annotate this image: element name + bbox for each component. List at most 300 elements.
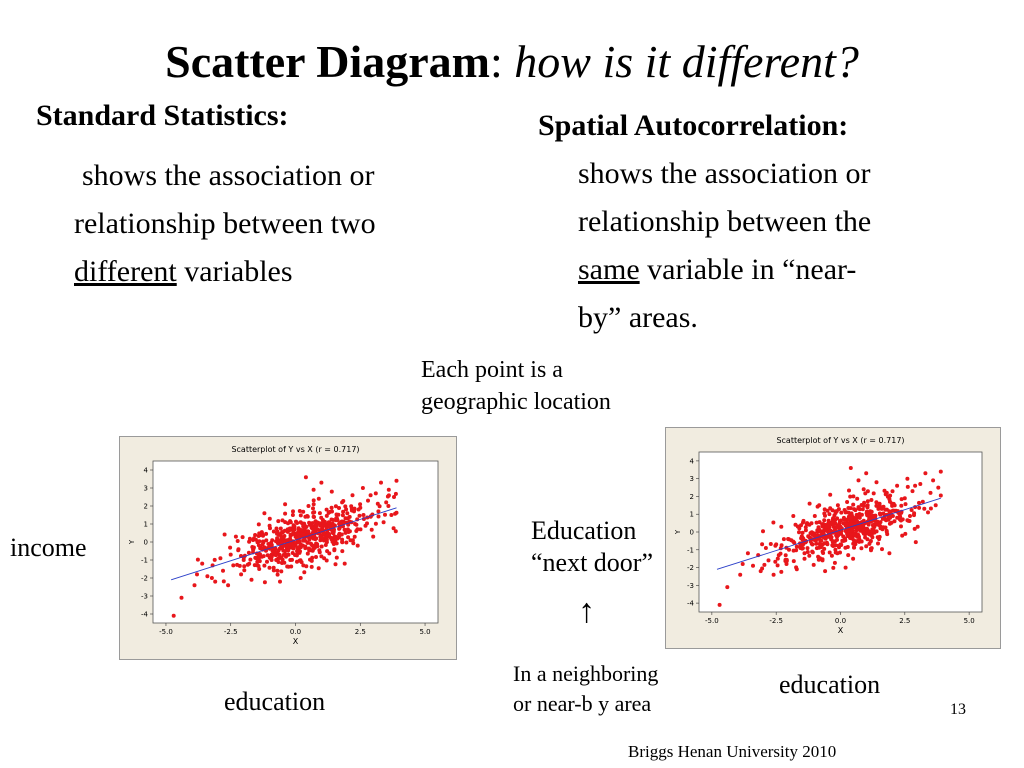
data-point	[369, 493, 373, 497]
right-y-axis-label-line1: Education	[531, 516, 637, 545]
right-body	[578, 150, 998, 342]
cloud-point	[274, 539, 278, 543]
left-body-rest: variables	[176, 255, 293, 288]
cloud-point	[288, 527, 292, 531]
cloud-point	[298, 549, 302, 553]
cloud-point	[340, 538, 344, 542]
cloud-point	[273, 550, 277, 554]
data-point	[291, 513, 295, 517]
cloud-point	[268, 566, 272, 570]
y-tick-label: -4	[687, 599, 694, 608]
cloud-point	[298, 509, 302, 513]
cloud-point	[295, 553, 299, 557]
cloud-point	[354, 523, 358, 527]
data-point	[317, 497, 321, 501]
cloud-point	[871, 523, 875, 527]
cloud-point	[851, 503, 855, 507]
cloud-point	[785, 558, 789, 562]
data-point	[905, 477, 909, 481]
data-point	[229, 553, 233, 557]
cloud-point	[849, 532, 853, 536]
cloud-point	[340, 549, 344, 553]
cloud-point	[847, 511, 851, 515]
cloud-point	[821, 525, 825, 529]
cloud-point	[341, 510, 345, 514]
cloud-point	[286, 530, 290, 534]
cloud-point	[386, 495, 390, 499]
data-point	[213, 580, 217, 584]
cloud-point	[922, 507, 926, 511]
cloud-point	[837, 507, 841, 511]
cloud-point	[853, 532, 857, 536]
cloud-point	[899, 519, 903, 523]
data-point	[808, 502, 812, 506]
cloud-point	[308, 523, 312, 527]
point-note	[421, 354, 611, 418]
data-point	[875, 480, 879, 484]
cloud-point	[353, 535, 357, 539]
cloud-point	[812, 563, 816, 567]
x-axis-title: X	[292, 637, 299, 646]
cloud-point	[906, 485, 910, 489]
title-colon: :	[490, 36, 503, 87]
cloud-point	[801, 531, 805, 535]
cloud-point	[253, 533, 257, 537]
neighbor-note-line2: or near-b y area	[513, 691, 652, 716]
cloud-point	[383, 513, 387, 517]
data-point	[751, 564, 755, 568]
cloud-point	[912, 513, 916, 517]
cloud-point	[833, 509, 837, 513]
cloud-point	[319, 516, 323, 520]
cloud-point	[874, 504, 878, 508]
cloud-point	[353, 507, 357, 511]
cloud-point	[210, 576, 214, 580]
title-main: Scatter Diagram	[165, 36, 490, 87]
cloud-point	[314, 555, 318, 559]
right-y-axis-label	[531, 515, 653, 579]
cloud-point	[795, 545, 799, 549]
data-point	[200, 562, 204, 566]
right-x-axis-label: education	[779, 670, 881, 699]
data-point	[862, 487, 866, 491]
chart-title: Scatterplot of Y vs X (r = 0.717)	[776, 436, 905, 445]
cloud-point	[281, 558, 285, 562]
cloud-point	[196, 558, 200, 562]
cloud-point	[910, 508, 914, 512]
cloud-point	[893, 503, 897, 507]
cloud-point	[228, 546, 232, 550]
right-scatterplot-frame	[665, 427, 1001, 649]
cloud-point	[852, 546, 856, 550]
cloud-point	[337, 527, 341, 531]
cloud-point	[282, 553, 286, 557]
cloud-point	[292, 532, 296, 536]
cloud-point	[779, 552, 783, 556]
right-heading: Spatial Autocorrelation:	[538, 109, 849, 142]
cloud-point	[866, 499, 870, 503]
cloud-point	[301, 528, 305, 532]
data-point	[205, 574, 209, 578]
cloud-point	[880, 547, 884, 551]
data-point	[379, 481, 383, 485]
data-point	[283, 502, 287, 506]
cloud-point	[280, 530, 284, 534]
cloud-point	[394, 492, 398, 496]
cloud-point	[392, 526, 396, 530]
cloud-point	[296, 532, 300, 536]
cloud-point	[357, 508, 361, 512]
cloud-point	[848, 516, 852, 520]
cloud-point	[816, 555, 820, 559]
cloud-point	[386, 504, 390, 508]
data-point	[738, 573, 742, 577]
cloud-point	[817, 503, 821, 507]
cloud-point	[251, 547, 255, 551]
cloud-point	[859, 546, 863, 550]
cloud-point	[818, 542, 822, 546]
cloud-point	[843, 508, 847, 512]
cloud-point	[222, 579, 226, 583]
left-scatterplot-frame	[119, 436, 457, 660]
right-scatterplot	[666, 428, 1000, 648]
left-body-line1: shows the association or	[82, 159, 375, 192]
cloud-point	[304, 525, 308, 529]
cloud-point	[257, 522, 261, 526]
y-axis-title: Y	[128, 539, 136, 545]
cloud-point	[806, 546, 810, 550]
cloud-point	[773, 560, 777, 564]
cloud-point	[867, 542, 871, 546]
cloud-point	[261, 543, 265, 547]
cloud-point	[378, 504, 382, 508]
data-point	[828, 493, 832, 497]
cloud-point	[242, 568, 246, 572]
data-point	[299, 576, 303, 580]
cloud-point	[806, 550, 810, 554]
x-tick-label: 2.5	[354, 628, 366, 636]
cloud-point	[917, 506, 921, 510]
page-number: 13	[950, 701, 966, 718]
cloud-point	[845, 523, 849, 527]
data-point	[389, 513, 393, 517]
data-point	[193, 583, 197, 587]
y-tick-label: 1	[143, 520, 148, 529]
y-tick-label: 0	[689, 528, 694, 537]
data-point	[725, 585, 729, 589]
cloud-point	[831, 540, 835, 544]
data-point	[813, 514, 817, 518]
cloud-point	[825, 542, 829, 546]
cloud-point	[279, 569, 283, 573]
cloud-point	[324, 543, 328, 547]
data-point	[195, 572, 199, 576]
data-point	[936, 486, 940, 490]
cloud-point	[836, 533, 840, 537]
neighbor-note	[513, 659, 658, 719]
data-point	[926, 510, 930, 514]
y-axis-title: Y	[674, 529, 682, 535]
cloud-point	[270, 543, 274, 547]
y-tick-label: 3	[143, 484, 148, 493]
cloud-point	[794, 548, 798, 552]
cloud-point	[773, 544, 777, 548]
cloud-point	[335, 556, 339, 560]
x-tick-label: 0.0	[834, 617, 847, 625]
data-point	[849, 466, 853, 470]
data-point	[911, 489, 915, 493]
cloud-point	[913, 527, 917, 531]
cloud-point	[268, 517, 272, 521]
cloud-point	[791, 514, 795, 518]
cloud-point	[325, 549, 329, 553]
cloud-point	[852, 507, 856, 511]
cloud-point	[311, 511, 315, 515]
data-point	[226, 583, 230, 587]
cloud-point	[248, 558, 252, 562]
data-point	[918, 482, 922, 486]
cloud-point	[318, 550, 322, 554]
cloud-point	[289, 565, 293, 569]
cloud-point	[304, 564, 308, 568]
cloud-point	[291, 547, 295, 551]
cloud-point	[312, 498, 316, 502]
cloud-point	[310, 559, 314, 563]
cloud-point	[254, 538, 258, 542]
x-tick-label: 2.5	[899, 617, 911, 625]
cloud-point	[302, 570, 306, 574]
title-subtitle: how is it different?	[514, 36, 859, 87]
cloud-point	[272, 566, 276, 570]
data-point	[934, 503, 938, 507]
data-point	[887, 551, 891, 555]
cloud-point	[302, 533, 306, 537]
cloud-point	[276, 573, 280, 577]
cloud-point	[322, 532, 326, 536]
cloud-point	[264, 532, 268, 536]
y-tick-label: -2	[687, 564, 694, 573]
cloud-point	[325, 559, 329, 563]
cloud-point	[830, 554, 834, 558]
data-point	[746, 551, 750, 555]
right-y-axis-label-line2: “next door”	[531, 548, 654, 577]
cloud-point	[866, 505, 870, 509]
data-point	[234, 535, 238, 539]
cloud-point	[833, 561, 837, 565]
cloud-point	[800, 547, 804, 551]
data-point	[345, 511, 349, 515]
cloud-point	[276, 519, 280, 523]
cloud-point	[851, 557, 855, 561]
data-point	[304, 475, 308, 479]
data-point	[361, 486, 365, 490]
data-point	[387, 488, 391, 492]
cloud-point	[834, 543, 838, 547]
right-body-line4: by” areas.	[578, 301, 698, 334]
cloud-point	[315, 524, 319, 528]
x-tick-label: 5.0	[419, 628, 431, 636]
cloud-point	[885, 532, 889, 536]
data-point	[371, 535, 375, 539]
data-point	[772, 573, 776, 577]
data-point	[908, 514, 912, 518]
cloud-point	[337, 506, 341, 510]
left-x-axis-label: education	[224, 687, 326, 716]
cloud-point	[839, 543, 843, 547]
right-body-rest: variable in “near-	[639, 253, 857, 286]
data-point	[180, 596, 184, 600]
cloud-point	[269, 556, 273, 560]
cloud-point	[828, 535, 832, 539]
cloud-point	[333, 535, 337, 539]
cloud-point	[784, 553, 788, 557]
cloud-point	[779, 570, 783, 574]
cloud-point	[330, 510, 334, 514]
cloud-point	[312, 502, 316, 506]
cloud-point	[888, 494, 892, 498]
data-point	[172, 614, 176, 618]
cloud-point	[882, 505, 886, 509]
cloud-point	[349, 504, 353, 508]
data-point	[823, 569, 827, 573]
cloud-point	[275, 532, 279, 536]
cloud-point	[874, 500, 878, 504]
cloud-point	[807, 554, 811, 558]
up-arrow-icon: ↑	[578, 593, 595, 630]
data-point	[895, 484, 899, 488]
data-point	[319, 481, 323, 485]
cloud-point	[809, 531, 813, 535]
cloud-point	[838, 551, 842, 555]
cloud-point	[279, 527, 283, 531]
cloud-point	[883, 489, 887, 493]
cloud-point	[275, 527, 279, 531]
data-point	[275, 569, 279, 573]
cloud-point	[283, 512, 287, 516]
cloud-point	[792, 559, 796, 563]
cloud-point	[223, 533, 227, 537]
x-tick-label: 0.0	[289, 628, 302, 636]
cloud-point	[824, 528, 828, 532]
cloud-point	[843, 546, 847, 550]
cloud-point	[862, 501, 866, 505]
cloud-point	[871, 514, 875, 518]
right-body-line2: relationship between the	[578, 205, 872, 238]
cloud-point	[341, 513, 345, 517]
cloud-point	[285, 565, 289, 569]
cloud-point	[879, 520, 883, 524]
cloud-point	[362, 513, 366, 517]
data-point	[846, 553, 850, 557]
cloud-point	[899, 504, 903, 508]
cloud-point	[939, 494, 943, 498]
cloud-point	[762, 563, 766, 567]
cloud-point	[365, 521, 369, 525]
cloud-point	[334, 562, 338, 566]
cloud-point	[797, 530, 801, 534]
chart-title: Scatterplot of Y vs X (r = 0.717)	[231, 445, 360, 454]
cloud-point	[831, 521, 835, 525]
cloud-point	[336, 513, 340, 517]
data-point	[250, 578, 254, 582]
cloud-point	[760, 567, 764, 571]
cloud-point	[855, 497, 859, 501]
cloud-point	[295, 560, 299, 564]
data-point	[803, 557, 807, 561]
left-body-line2: relationship between two	[74, 207, 376, 240]
cloud-point	[262, 564, 266, 568]
cloud-point	[330, 518, 334, 522]
data-point	[221, 569, 225, 573]
data-point	[857, 478, 861, 482]
data-point	[262, 511, 266, 515]
cloud-point	[876, 542, 880, 546]
cloud-point	[241, 535, 245, 539]
x-axis-title: X	[837, 626, 844, 635]
cloud-point	[301, 510, 305, 514]
cloud-point	[810, 521, 814, 525]
cloud-point	[879, 526, 883, 530]
cloud-point	[213, 558, 217, 562]
data-point	[312, 488, 316, 492]
data-point	[764, 546, 768, 550]
cloud-point	[293, 525, 297, 529]
cloud-point	[860, 540, 864, 544]
cloud-point	[789, 538, 793, 542]
cloud-point	[311, 506, 315, 510]
left-body	[74, 152, 494, 296]
cloud-point	[257, 564, 261, 568]
cloud-point	[887, 497, 891, 501]
cloud-point	[874, 520, 878, 524]
cloud-point	[320, 545, 324, 549]
cloud-point	[771, 521, 775, 525]
data-point	[931, 478, 935, 482]
cloud-point	[914, 540, 918, 544]
left-scatterplot	[120, 437, 456, 659]
cloud-point	[395, 511, 399, 515]
cloud-point	[310, 565, 314, 569]
data-point	[382, 520, 386, 524]
right-body-line1: shows the association or	[578, 157, 871, 190]
cloud-point	[822, 547, 826, 551]
cloud-point	[878, 535, 882, 539]
cloud-point	[814, 542, 818, 546]
cloud-point	[329, 536, 333, 540]
data-point	[939, 470, 943, 474]
x-tick-label: -2.5	[769, 617, 784, 625]
cloud-point	[839, 511, 843, 515]
data-point	[351, 493, 355, 497]
footer-credit: Briggs Henan University 2010	[628, 742, 837, 761]
cloud-point	[833, 518, 837, 522]
cloud-point	[838, 521, 842, 525]
data-point	[265, 560, 269, 564]
cloud-point	[306, 530, 310, 534]
cloud-point	[311, 549, 315, 553]
cloud-point	[312, 515, 316, 519]
cloud-point	[346, 535, 350, 539]
cloud-point	[904, 502, 908, 506]
cloud-point	[929, 507, 933, 511]
cloud-point	[242, 564, 246, 568]
y-tick-label: -1	[141, 556, 148, 565]
data-point	[231, 563, 235, 567]
point-note-line1: Each point is a	[421, 357, 563, 383]
cloud-point	[253, 563, 257, 567]
y-tick-label: -2	[141, 574, 148, 583]
cloud-point	[794, 523, 798, 527]
